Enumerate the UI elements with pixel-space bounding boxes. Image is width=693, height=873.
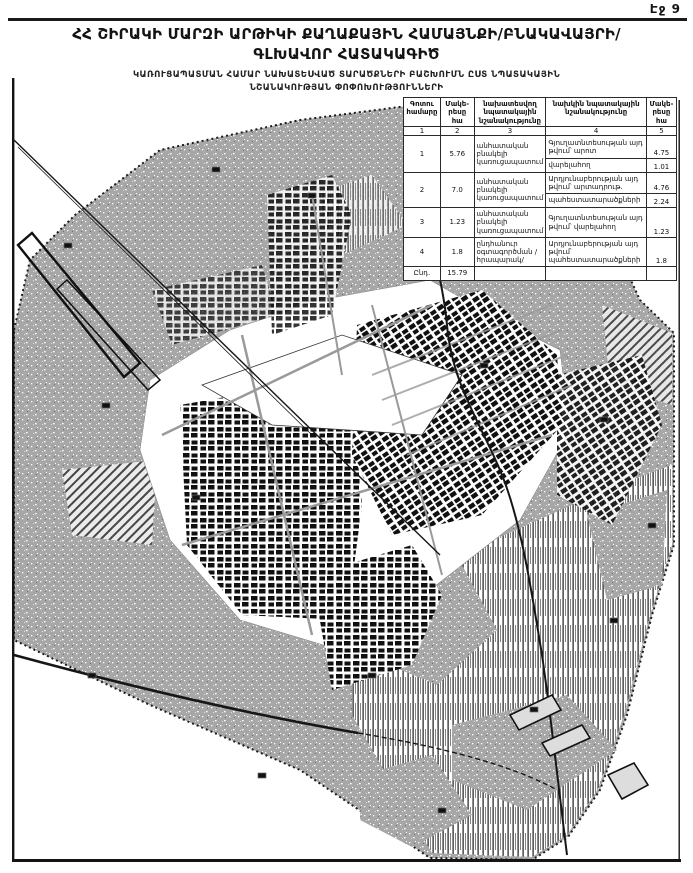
cell-former-area: 4.75	[646, 136, 676, 159]
cell-empty	[646, 267, 676, 281]
cell-planned-use: անհատական բնակելի կառուցապատում	[474, 136, 546, 173]
cell-planned-use: անհատական բնակելի կառուցապատում	[474, 173, 546, 208]
cell-planned-use: անհատական բնակելի կառուցապատում	[474, 208, 546, 238]
table-row	[404, 173, 677, 194]
header-planned-use: նախատեսվող նպատակային նշանակությունը	[474, 98, 546, 127]
cell-former-area: 1.01	[646, 159, 676, 173]
column-number: 2	[440, 126, 474, 135]
header-former-use: նախկին նպատակային նշանակությունը	[546, 98, 646, 127]
subtitle-line1: ԿԱՌՈՒՑԱՊԱՏՄԱՆ ՀԱՄԱՐ ՆԱԽԱՏԵՍՎԱԾ ՏԱՐԱԾՔՆԵՐԻ ԲԱՇԽՈՒՄՆ ԸՍՏ ՆՊԱՏԱԿԱՅԻՆ	[132, 70, 561, 80]
cell-former-use: վարելահող	[546, 159, 646, 173]
column-number: 3	[474, 126, 546, 135]
cell-total-label: Ընդ.	[404, 267, 441, 281]
cell-zone: 2	[404, 173, 441, 208]
cell-former-use: Արդյունաբերության այդ թվում՝ պահեստատարածքների	[546, 238, 646, 267]
cell-area: 1.8	[440, 238, 474, 267]
table-total-row	[404, 267, 677, 281]
header-area-ha-2: Մակե-րեսը հա	[646, 98, 676, 127]
top-rule	[8, 18, 687, 21]
cell-former-area: 1.8	[646, 238, 676, 267]
cell-former-use: Գյուղատնտեսության այդ թվում՝ արոտ	[546, 136, 646, 159]
cell-total-area: 15.79	[440, 267, 474, 281]
header-area-ha: Մակե-րեսը հա	[440, 98, 474, 127]
column-number: 1	[404, 126, 441, 135]
table-row	[404, 208, 677, 238]
cell-zone: 4	[404, 238, 441, 267]
cell-former-use: Գյուղատնտեսության այդ թվում՝ վարելահող	[546, 208, 646, 238]
cell-former-area: 4.76	[646, 173, 676, 194]
title-block	[30, 25, 663, 96]
cell-former-use: պահեստատարածքների	[546, 194, 646, 208]
cell-area: 1.23	[440, 208, 474, 238]
subtitle-line2: ՆՇԱՆԱԿՈՒԹՅԱՆ ՓՈՓՈԽՈՒԹՅՈՒՆՆԵՐԻ	[249, 83, 444, 94]
cell-empty	[474, 267, 546, 281]
cell-zone: 3	[404, 208, 441, 238]
page-number: Էջ 9	[649, 2, 681, 16]
cell-empty	[546, 267, 646, 281]
cell-former-use: Արդյունաբերության այդ թվում՝ արտադրութ.	[546, 173, 646, 194]
table-header-row	[404, 98, 677, 127]
column-number: 4	[546, 126, 646, 135]
cell-planned-use: ընդհանուր օգտագործման /հրապարակ/	[474, 238, 546, 267]
page-title-line1: ՀՀ ՇԻՐԱԿԻ ՄԱՐԶԻ ԱՐԹԻԿԻ ՔԱՂԱՔԱՅԻՆ ՀԱՄԱՅՆՔԻ/ԲՆԱԿԱՎԱՅՐԻ/	[72, 25, 621, 43]
land-use-change-table	[403, 97, 677, 281]
cell-area: 7.0	[440, 173, 474, 208]
table-row	[404, 136, 677, 159]
cell-zone: 1	[404, 136, 441, 173]
table-row	[404, 238, 677, 267]
page-title-line2: ԳԼԽԱՎՈՐ ՀԱՏԱԿԱԳԻԾ	[253, 44, 440, 63]
cell-former-area: 2.24	[646, 194, 676, 208]
column-number: 5	[646, 126, 676, 135]
cell-former-area: 1.23	[646, 208, 676, 238]
column-number-row	[404, 126, 677, 135]
header-zone-number: Գոտու համարը	[404, 98, 441, 127]
cell-area: 5.76	[440, 136, 474, 173]
